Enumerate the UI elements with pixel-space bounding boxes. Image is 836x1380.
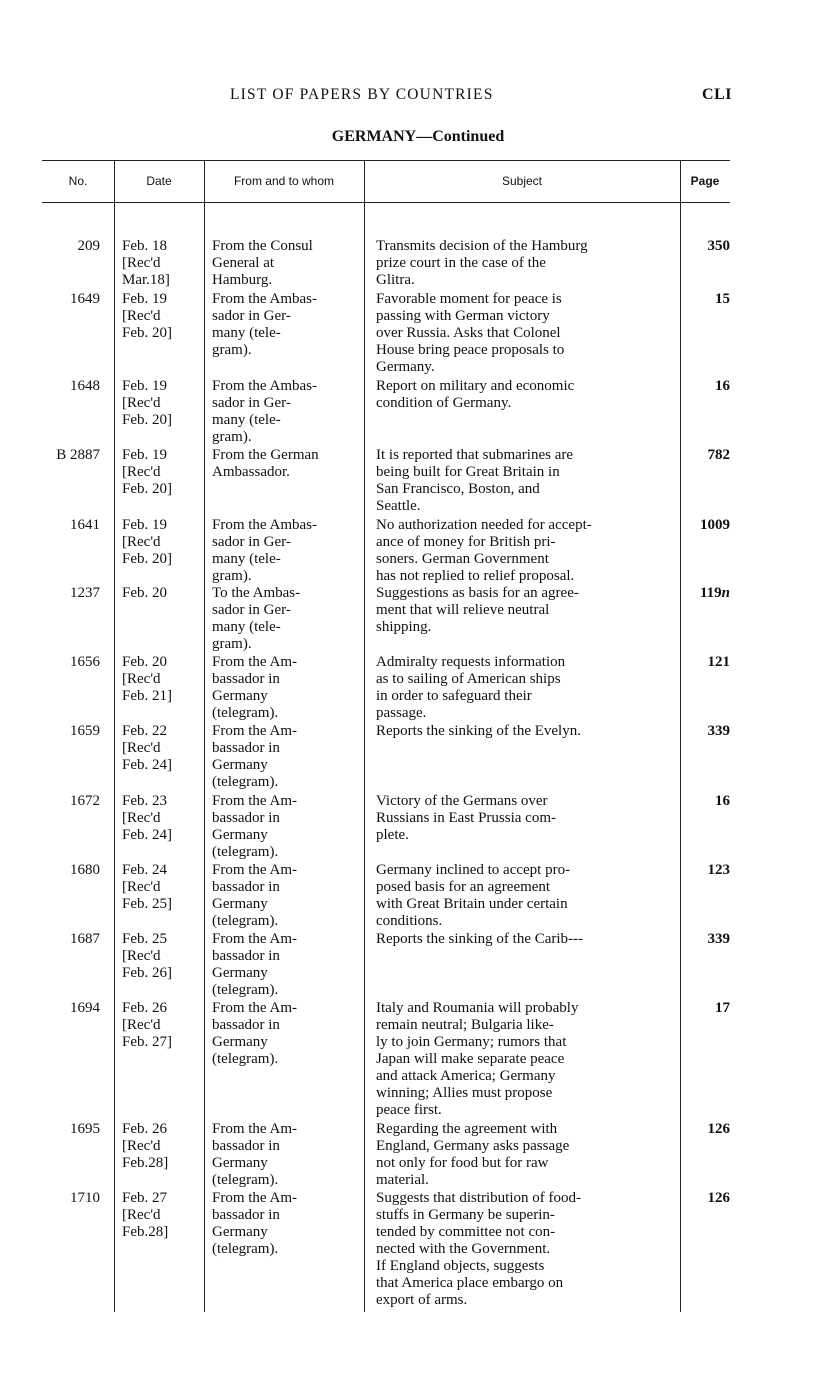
column-header-date: Date [146,174,172,188]
row-from: From the German Ambassador. [212,447,319,480]
page-header [0,86,836,110]
row-date: Feb. 19 [Rec'd Feb. 20] [122,447,172,497]
running-title: LIST OF PAPERS BY COUNTRIES [230,86,494,103]
row-subject: Transmits decision of the Hamburg prize court in the case of the Glitra. [376,238,588,288]
row-page: 121 [707,654,730,670]
row-page: 17 [715,1000,730,1016]
row-page: 1009 [700,517,730,533]
row-from: From the Am- bassador in Germany (telegram). [212,654,297,721]
row-number: 1641 [70,517,100,533]
row-from: From the Am- bassador in Germany (telegram). [212,931,297,998]
row-date: Feb. 26 [Rec'd Feb.28] [122,1121,169,1171]
row-subject: No authorization needed for accept- ance of money for British pri- soners. German Government has not replied to relief proposal. [376,517,592,584]
row-date: Feb. 18 [Rec'd Mar.18] [122,238,170,288]
row-number: 1680 [70,862,100,878]
table-top-rule [42,160,730,161]
row-subject: Regarding the agreement with England, Germany asks passage not only for food but for raw material. [376,1121,570,1188]
section-title: GERMANY—Continued [331,128,505,145]
header-bottom-rule [42,202,730,203]
row-date: Feb. 24 [Rec'd Feb. 25] [122,862,172,912]
row-subject: Report on military and economic condition of Germany. [376,378,575,411]
row-subject: Suggests that distribution of food- stuffs in Germany be superin- tended by committee not con- nected with the Government. If England objects, suggests that America place embargo on export of arms. [376,1190,581,1308]
row-number: 1687 [70,931,100,947]
row-page: 16 [715,793,730,809]
row-number: 1649 [70,291,100,307]
column-header-no: No. [68,174,88,188]
row-date: Feb. 27 [Rec'd Feb.28] [122,1190,169,1240]
row-subject: Victory of the Germans over Russians in East Prussia com- plete. [376,793,556,843]
row-from: From the Ambas- sador in Ger- many (tele- gram). [212,517,317,584]
row-page: 126 [707,1121,730,1137]
row-subject: Reports the sinking of the Evelyn. [376,723,581,739]
row-from: From the Am- bassador in Germany (telegram). [212,1190,297,1257]
row-page: 339 [707,931,730,947]
row-page: 339 [707,723,730,739]
row-from: From the Ambas- sador in Ger- many (tele- gram). [212,291,317,358]
papers-table [42,160,730,1312]
row-from: From the Am- bassador in Germany (telegram). [212,1121,297,1188]
row-number: 1672 [70,793,100,809]
row-subject: Germany inclined to accept pro- posed basis for an agreement with Great Britain under certain conditions. [376,862,571,929]
row-date: Feb. 22 [Rec'd Feb. 24] [122,723,172,773]
row-date: Feb. 19 [Rec'd Feb. 20] [122,517,172,567]
row-number: 1656 [70,654,100,670]
row-page [682,585,730,602]
row-subject: Favorable moment for peace is passing with German victory over Russia. Asks that Colonel House bring peace proposals to Germany. [376,291,565,375]
row-from: To the Ambas- sador in Ger- many (tele- gram). [212,585,301,652]
row-date: Feb. 20 [Rec'd Feb. 21] [122,654,172,704]
row-subject: It is reported that submarines are being built for Great Britain in San Francisco, Boston, and Seattle. [376,447,574,514]
row-number: 1695 [70,1121,100,1137]
column-header-from: From and to whom [233,174,335,188]
row-number: 209 [77,238,100,254]
row-from: From the Ambas- sador in Ger- many (tele- gram). [212,378,317,445]
row-subject: Suggestions as basis for an agree- ment that will relieve neutral shipping. [376,585,579,635]
column-header-page: Page [690,174,720,188]
row-date: Feb. 25 [Rec'd Feb. 26] [122,931,172,981]
row-subject: Reports the sinking of the Carib--- [376,931,584,947]
row-page: 123 [707,862,730,878]
row-date: Feb. 20 [122,585,167,601]
row-number: 1237 [70,585,100,601]
row-from: From the Am- bassador in Germany (telegram). [212,723,297,790]
row-number: 1648 [70,378,100,394]
row-page: 350 [707,238,730,254]
row-subject: Italy and Roumania will probably remain neutral; Bulgaria like- ly to join Germany; rumors that Japan will make separate peace and attack America; Germany winning; Allies must propose peace first. [376,1000,579,1118]
row-from: From the Am- bassador in Germany (telegram). [212,1000,297,1067]
column-header-subject: Subject [501,174,543,188]
row-page: 15 [715,291,730,307]
row-page-suffix: n [721,585,730,601]
row-date: Feb. 26 [Rec'd Feb. 27] [122,1000,172,1050]
column-divider [680,160,681,1312]
row-number: B 2887 [56,447,100,463]
row-page-number: 119 [699,585,722,601]
row-number: 1659 [70,723,100,739]
row-from: From the Am- bassador in Germany (telegram). [212,793,297,860]
column-divider [114,160,115,1312]
row-date: Feb. 19 [Rec'd Feb. 20] [122,378,172,428]
row-page: 16 [715,378,730,394]
row-date: Feb. 23 [Rec'd Feb. 24] [122,793,172,843]
row-page: 782 [707,447,730,463]
row-subject: Admiralty requests information as to sailing of American ships in order to safeguard their passage. [376,654,566,721]
row-number: 1710 [70,1190,100,1206]
row-date: Feb. 19 [Rec'd Feb. 20] [122,291,172,341]
row-page: 126 [707,1190,730,1206]
row-from: From the Consul General at Hamburg. [212,238,313,288]
column-divider [204,160,205,1312]
page-number: CLI [702,86,732,103]
row-number: 1694 [70,1000,100,1016]
column-divider [364,160,365,1312]
row-from: From the Am- bassador in Germany (telegram). [212,862,297,929]
